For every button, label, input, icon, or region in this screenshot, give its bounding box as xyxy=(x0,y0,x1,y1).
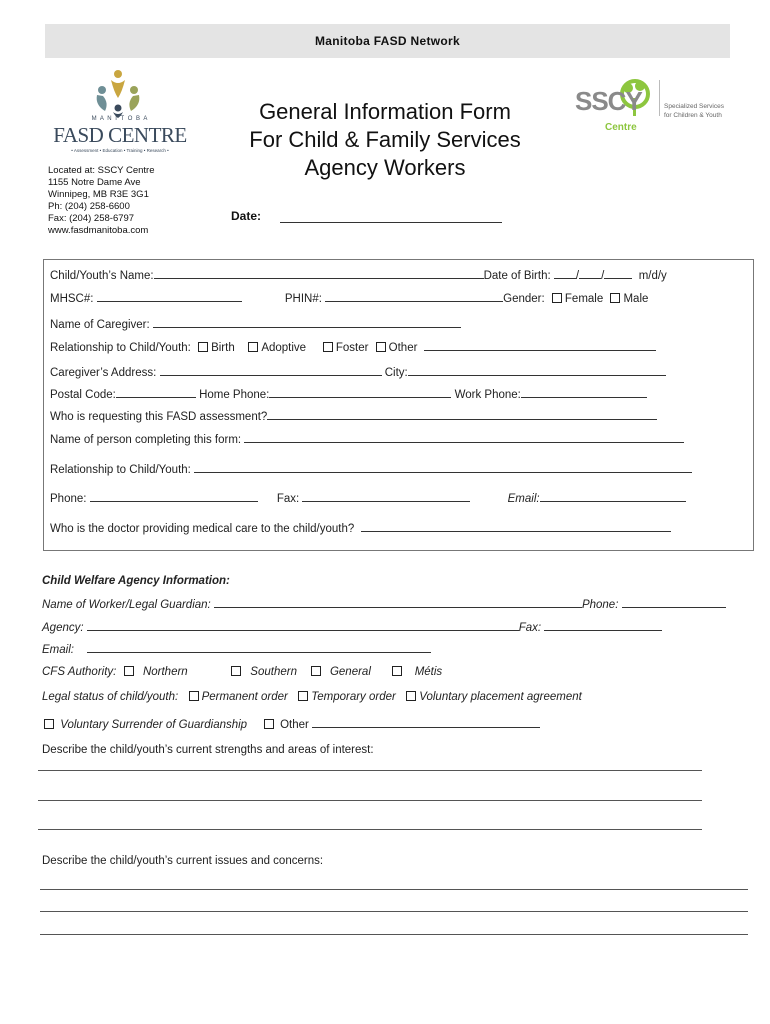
southern-label: Southern xyxy=(250,666,297,678)
logo-tagline: • Assessment • Education • Training • Research • xyxy=(71,148,169,153)
agency-heading: Child Welfare Agency Information: xyxy=(42,575,230,587)
dob-label: Date of Birth: xyxy=(483,270,551,282)
fasd-centre-logo xyxy=(45,68,195,156)
location-line: Winnipeg, MB R3E 3G1 xyxy=(48,189,149,200)
dob-year-field[interactable] xyxy=(604,269,632,279)
northern-checkbox[interactable] xyxy=(124,666,134,676)
worker-row xyxy=(42,598,726,611)
male-label: Male xyxy=(623,293,649,305)
caregiver-field[interactable] xyxy=(153,318,461,328)
agency-label: Agency: xyxy=(42,622,84,634)
postal-field[interactable] xyxy=(116,388,196,398)
caregiver-row xyxy=(50,318,461,331)
caregiver-label: Name of Caregiver: xyxy=(50,319,150,331)
agency-email-label: Email: xyxy=(42,644,74,656)
dob-month-field[interactable] xyxy=(554,269,576,279)
relationship2-row xyxy=(50,463,692,476)
strengths-line[interactable] xyxy=(38,770,702,771)
title-line: For Child & Family Services xyxy=(249,127,521,152)
voluntary-placement-label: Voluntary placement agreement xyxy=(419,691,582,703)
dob-format: m/d/y xyxy=(638,270,667,282)
requesting-field[interactable] xyxy=(267,410,657,420)
relationship2-field[interactable] xyxy=(194,463,692,473)
location-line: Ph: (204) 258-6600 xyxy=(48,201,130,212)
temporary-checkbox[interactable] xyxy=(298,691,308,701)
location-line: 1155 Notre Dame Ave xyxy=(48,177,141,188)
legal-label: Legal status of child/youth: xyxy=(42,691,179,703)
address-field[interactable] xyxy=(160,366,382,376)
email-label: Email: xyxy=(507,493,540,505)
fax-field[interactable] xyxy=(302,492,470,502)
mhsc-row xyxy=(50,292,648,305)
birth-label: Birth xyxy=(211,342,235,354)
issues-line[interactable] xyxy=(40,889,748,890)
agency-fax-field[interactable] xyxy=(544,621,662,631)
relationship-row xyxy=(50,341,656,354)
postal-label: Postal Code: xyxy=(50,389,116,401)
gender-label: Gender: xyxy=(503,293,545,305)
date-label: Date: xyxy=(231,209,262,223)
completing-row xyxy=(50,433,684,446)
foster-label: Foster xyxy=(335,342,369,354)
agency-fax-label: Fax: xyxy=(518,622,542,634)
general-label: General xyxy=(329,666,371,678)
phin-field[interactable] xyxy=(325,292,503,302)
female-label: Female xyxy=(564,293,604,305)
other-status-label: Other xyxy=(280,719,309,731)
logo-province: M A N I T O B A xyxy=(91,116,149,122)
phone-label: Phone: xyxy=(50,493,87,505)
other-relationship-field[interactable] xyxy=(424,341,656,351)
postal-row xyxy=(50,388,647,401)
location-line[interactable]: www.fasdmanitoba.com xyxy=(48,225,149,236)
northern-label: Northern xyxy=(142,666,188,678)
female-checkbox[interactable] xyxy=(552,293,562,303)
worker-label: Name of Worker/Legal Guardian: xyxy=(42,599,211,611)
doctor-label: Who is the doctor providing medical care to the child/youth? xyxy=(50,523,355,535)
doctor-row xyxy=(50,522,671,535)
completing-field[interactable] xyxy=(244,433,684,443)
agency-email-row xyxy=(42,643,431,656)
home-phone-label: Home Phone: xyxy=(199,389,270,401)
male-checkbox[interactable] xyxy=(610,293,620,303)
metis-label: Métis xyxy=(414,666,443,678)
voluntary-surrender-label: Voluntary Surrender of Guardianship xyxy=(60,719,248,731)
strengths-label: Describe the child/youth’s current strengths and areas of interest: xyxy=(42,744,374,756)
phin-label: PHIN#: xyxy=(284,293,322,305)
voluntary-surrender-checkbox[interactable] xyxy=(44,719,54,729)
issues-label: Describe the child/youth’s current issues and concerns: xyxy=(42,855,324,867)
completing-label: Name of person completing this form: xyxy=(50,434,242,446)
sscy-sub: Centre xyxy=(605,122,637,133)
strengths-line[interactable] xyxy=(38,800,702,801)
requesting-label: Who is requesting this FASD assessment? xyxy=(50,411,268,423)
agency-phone-label: Phone: xyxy=(581,599,619,611)
cfs-row xyxy=(42,666,442,678)
title-line: Agency Workers xyxy=(304,155,466,180)
birth-checkbox[interactable] xyxy=(198,342,208,352)
location-block xyxy=(48,165,155,237)
legal-row xyxy=(42,691,582,703)
voluntary-placement-checkbox[interactable] xyxy=(406,691,416,701)
home-phone-field[interactable] xyxy=(269,388,451,398)
relationship-label: Relationship to Child/Youth: xyxy=(50,342,191,354)
foster-checkbox[interactable] xyxy=(323,342,333,352)
mhsc-label: MHSC#: xyxy=(50,293,94,305)
issues-line[interactable] xyxy=(40,934,748,935)
temporary-label: Temporary order xyxy=(311,691,396,703)
adoptive-checkbox[interactable] xyxy=(248,342,258,352)
metis-checkbox[interactable] xyxy=(392,666,402,676)
phone-field[interactable] xyxy=(90,492,258,502)
permanent-checkbox[interactable] xyxy=(189,691,199,701)
sscy-desc xyxy=(664,102,724,120)
sscy-logo xyxy=(575,76,735,136)
fax-label: Fax: xyxy=(276,493,300,505)
other-checkbox[interactable] xyxy=(376,342,386,352)
network-banner: Manitoba FASD Network xyxy=(45,24,730,58)
sscy-desc-line: for Children & Youth xyxy=(664,112,722,119)
address-row xyxy=(50,366,666,379)
sscy-name: SSCY xyxy=(575,86,642,116)
child-name-field[interactable] xyxy=(154,269,484,279)
title-line: General Information Form xyxy=(259,99,511,124)
adoptive-label: Adoptive xyxy=(261,342,307,354)
work-phone-label: Work Phone: xyxy=(454,389,521,401)
other-label: Other xyxy=(388,342,418,354)
sscy-divider xyxy=(659,80,660,116)
date-field[interactable] xyxy=(280,222,502,223)
general-checkbox[interactable] xyxy=(311,666,321,676)
agency-phone-field[interactable] xyxy=(622,598,726,608)
other-status-field[interactable] xyxy=(312,718,540,728)
issues-line[interactable] xyxy=(40,911,748,912)
city-field[interactable] xyxy=(408,366,666,376)
work-phone-field[interactable] xyxy=(521,388,647,398)
email-field[interactable] xyxy=(540,492,686,502)
child-name-label: Child/Youth’s Name: xyxy=(50,270,154,282)
doctor-field[interactable] xyxy=(361,522,671,532)
location-line: Fax: (204) 258-6797 xyxy=(48,213,135,224)
surrender-row xyxy=(40,718,540,731)
child-name-row: Child/Youth’s Name: Date of Birth: / / m/d/y xyxy=(50,270,667,282)
logo-name: FASD CENTRE xyxy=(53,123,187,147)
contact-row xyxy=(50,492,686,505)
agency-email-field[interactable] xyxy=(87,643,431,653)
relationship2-label: Relationship to Child/Youth: xyxy=(50,464,191,476)
dob-day-field[interactable] xyxy=(579,269,601,279)
permanent-label: Permanent order xyxy=(201,691,288,703)
other-status-checkbox[interactable] xyxy=(264,719,274,729)
address-label: Caregiver’s Address: xyxy=(50,367,157,379)
worker-field[interactable] xyxy=(214,598,582,608)
form-title xyxy=(215,98,555,182)
mhsc-field[interactable] xyxy=(97,292,242,302)
sscy-desc-line: Specialized Services xyxy=(664,103,724,110)
agency-row xyxy=(42,621,662,634)
cfs-label: CFS Authority: xyxy=(42,666,117,678)
requesting-row xyxy=(50,410,657,423)
agency-field[interactable] xyxy=(87,621,519,631)
city-label: City: xyxy=(384,367,408,379)
southern-checkbox[interactable] xyxy=(231,666,241,676)
location-line: Located at: SSCY Centre xyxy=(48,165,155,176)
strengths-line[interactable] xyxy=(38,829,702,830)
